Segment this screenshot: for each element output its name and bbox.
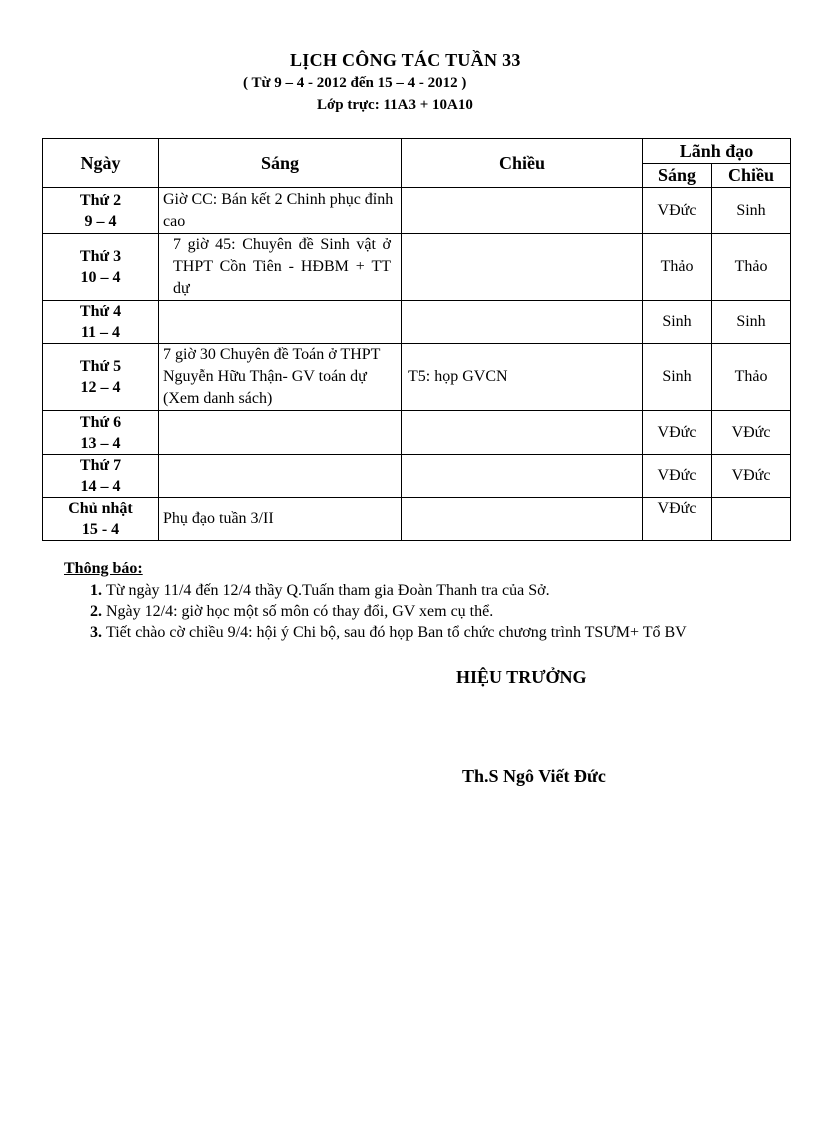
week-period: ( Từ 9 – 4 - 2012 đến 15 – 4 - 2012 ) — [243, 75, 467, 91]
morning-cell — [159, 455, 402, 498]
lead-morning-cell: VĐức — [643, 498, 712, 541]
day-name: Chủ nhật — [68, 500, 133, 517]
lead-morning-cell: VĐức — [643, 455, 712, 498]
header-row — [43, 139, 791, 164]
table-row — [43, 411, 791, 455]
lead-afternoon-cell: VĐức — [712, 455, 791, 498]
day-name: Thứ 2 — [79, 191, 122, 209]
notice-heading: Thông báo: — [64, 560, 143, 577]
day-cell — [43, 188, 159, 234]
header-lead-morning: Sáng — [643, 164, 712, 188]
day-date: 15 - 4 — [81, 521, 120, 538]
afternoon-cell — [402, 411, 643, 455]
lead-morning-cell: VĐức — [643, 188, 712, 234]
day-cell — [43, 234, 159, 301]
day-date: 11 – 4 — [80, 324, 121, 341]
table-row — [43, 188, 791, 234]
morning-cell: 7 giờ 45: Chuyên đề Sinh vật ở THPT Cồn Tiên - HĐBM + TT dự — [159, 234, 402, 301]
lead-morning-cell: Thảo — [643, 234, 712, 301]
header-afternoon: Chiều — [402, 139, 643, 188]
day-date: 13 – 4 — [80, 434, 121, 452]
day-name: Thứ 7 — [79, 457, 122, 474]
afternoon-cell — [402, 301, 643, 344]
day-date: 14 – 4 — [80, 478, 121, 495]
day-date: 9 – 4 — [84, 212, 117, 230]
lead-afternoon-cell — [712, 498, 791, 541]
morning-cell — [159, 301, 402, 344]
morning-cell — [159, 411, 402, 455]
day-cell — [43, 411, 159, 455]
weekly-schedule-table — [42, 138, 791, 541]
lead-morning-cell: Sinh — [643, 344, 712, 411]
afternoon-cell: T5: họp GVCN — [402, 344, 643, 411]
afternoon-cell — [402, 498, 643, 541]
table-row — [43, 344, 791, 411]
table-row — [43, 301, 791, 344]
table-row — [43, 234, 791, 301]
duty-classes: Lớp trực: 11A3 + 10A10 — [317, 97, 473, 113]
notice-section — [64, 560, 794, 643]
header-day: Ngày — [43, 139, 159, 188]
afternoon-cell — [402, 234, 643, 301]
lead-afternoon-cell: Sinh — [712, 188, 791, 234]
day-cell — [43, 455, 159, 498]
day-date: 10 – 4 — [80, 269, 121, 286]
day-cell — [43, 301, 159, 344]
lead-afternoon-cell: Thảo — [712, 234, 791, 301]
header-morning: Sáng — [159, 139, 402, 188]
header-leadership: Lãnh đạo — [643, 139, 791, 164]
lead-afternoon-cell: VĐức — [712, 411, 791, 455]
day-name: Thứ 5 — [79, 358, 122, 375]
day-cell — [43, 344, 159, 411]
notice-item: 3. Tiết chào cờ chiều 9/4: hội ý Chi bộ, sau đó họp Ban tổ chức chương trình TSƯM+ Tổ BV — [106, 622, 794, 643]
lead-afternoon-cell: Thảo — [712, 344, 791, 411]
signature-role: HIỆU TRƯỞNG — [456, 667, 587, 687]
lead-afternoon-cell: Sinh — [712, 301, 791, 344]
day-name: Thứ 4 — [79, 303, 122, 320]
document-title: LỊCH CÔNG TÁC TUẦN 33 — [290, 50, 521, 70]
notice-item: 1. Từ ngày 11/4 đến 12/4 thầy Q.Tuấn tham gia Đoàn Thanh tra của Sở. — [106, 580, 794, 601]
notice-item: 2. Ngày 12/4: giờ học một số môn có thay đổi, GV xem cụ thể. — [106, 601, 794, 622]
signature-name: Th.S Ngô Viết Đức — [462, 766, 606, 786]
afternoon-cell — [402, 455, 643, 498]
lead-morning-cell: VĐức — [643, 411, 712, 455]
day-date: 12 – 4 — [80, 379, 121, 396]
day-name: Thứ 3 — [79, 248, 122, 265]
lead-morning-cell: Sinh — [643, 301, 712, 344]
day-name: Thứ 6 — [79, 413, 122, 431]
header-lead-afternoon: Chiều — [712, 164, 791, 188]
notice-list — [64, 580, 794, 643]
morning-cell: Phụ đạo tuần 3/II — [159, 498, 402, 541]
day-cell — [43, 498, 159, 541]
afternoon-cell — [402, 188, 643, 234]
table-row — [43, 455, 791, 498]
morning-cell: 7 giờ 30 Chuyên đề Toán ở THPT Nguyễn Hữu Thận- GV toán dự (Xem danh sách) — [159, 344, 402, 411]
table-row — [43, 498, 791, 541]
morning-cell: Giờ CC: Bán kết 2 Chinh phục đỉnh cao — [159, 188, 402, 234]
